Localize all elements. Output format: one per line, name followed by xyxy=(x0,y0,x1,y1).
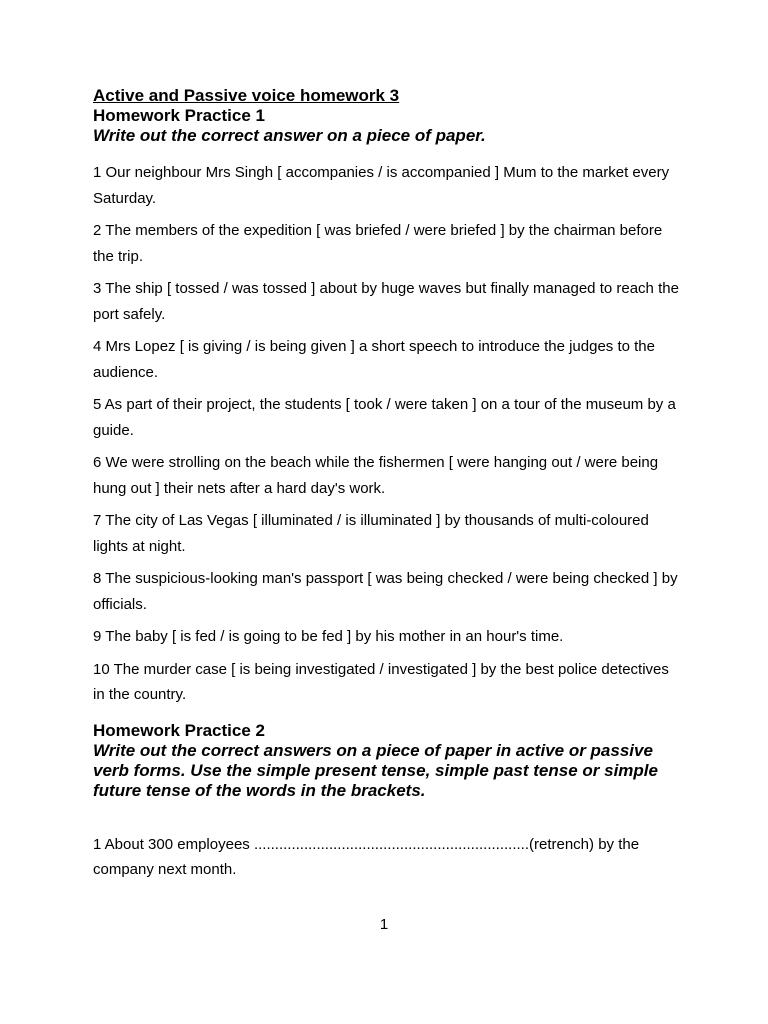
question-2: 2 The members of the expedition [ was briefed / were briefed ] by the chairman before the trip. xyxy=(93,222,663,265)
question-4: 4 Mrs Lopez [ is giving / is being given ] a short speech to introduce the judges to the audience. xyxy=(93,338,655,381)
section2-question-list xyxy=(93,832,683,883)
question-9: 9 The baby [ is fed / is going to be fed ] by his mother in an hour's time. xyxy=(93,628,564,645)
question-3: 3 The ship [ tossed / was tossed ] about by huge waves but finally managed to reach the port safely. xyxy=(93,280,679,323)
question-10: 10 The murder case [ is being investigated / investigated ] by the best police detectives in the country. xyxy=(93,660,669,703)
question-7: 7 The city of Las Vegas [ illuminated / is illuminated ] by thousands of multi-coloured lights at night. xyxy=(93,512,649,555)
question-8: 8 The suspicious-looking man's passport [ was being checked / were being checked ] by officials. xyxy=(93,570,678,613)
section1-instruction: Write out the correct answer on a piece of paper. xyxy=(93,126,486,145)
section1-question-list xyxy=(93,160,683,708)
document-title: Active and Passive voice homework 3 xyxy=(93,86,400,105)
question-1: 1 About 300 employees ..................................................................(retrench) by the company next month. xyxy=(93,835,640,878)
question-1: 1 Our neighbour Mrs Singh [ accompanies / is accompanied ] Mum to the market every Saturday. xyxy=(93,164,670,207)
question-5: 5 As part of their project, the students [ took / were taken ] on a tour of the museum by a guide. xyxy=(93,396,676,439)
page-number: 1 xyxy=(379,916,389,933)
document-page xyxy=(93,86,683,890)
question-6: 6 We were strolling on the beach while the fishermen [ were hanging out / were being hung out ] their nets after a hard day's work. xyxy=(93,454,659,497)
section1-heading: Homework Practice 1 xyxy=(93,106,265,125)
section2-heading: Homework Practice 2 xyxy=(93,720,265,740)
section2-instruction: Write out the correct answers on a piece of paper in active or passive verb forms. Use the simple present tense, simple past tense or simple future tense of the words in the brackets. xyxy=(93,740,658,800)
